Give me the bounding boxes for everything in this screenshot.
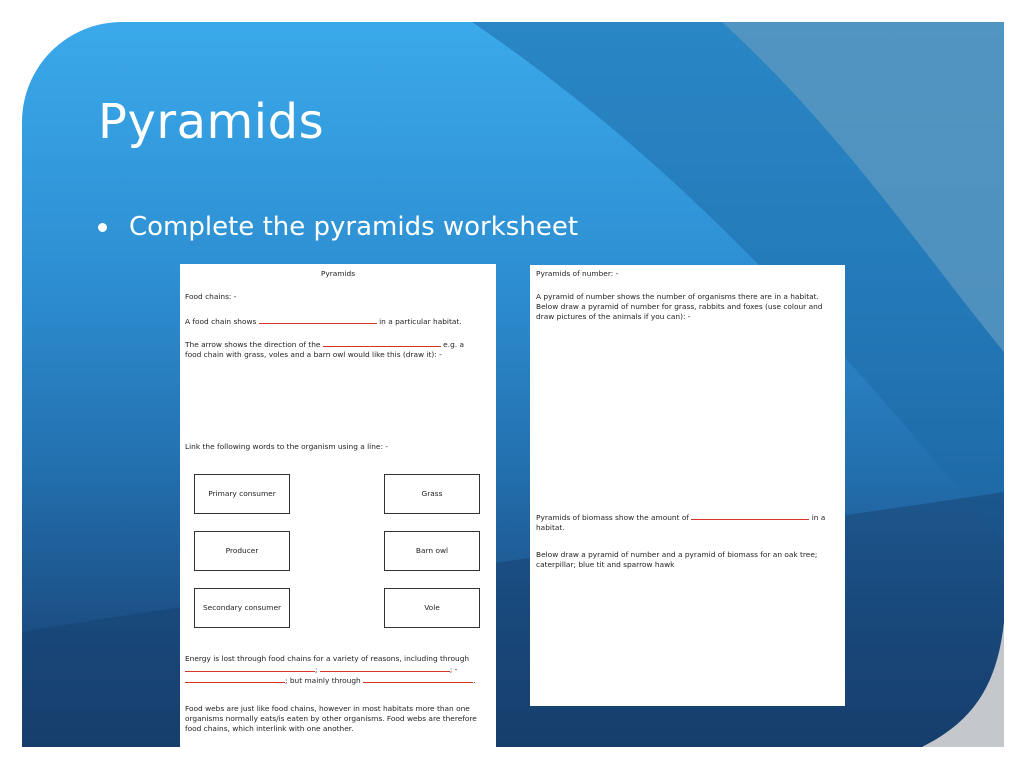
oak-tree-paragraph: Below draw a pyramid of number and a pyramid of biomass for an oak tree; caterpillar; blue tit and sparrow hawk: [536, 550, 818, 569]
line2-pre: The arrow shows the direction of the: [185, 340, 321, 349]
energy-mid: ; but mainly through: [285, 675, 361, 685]
energy-pre: Energy is lost through food chains for a variety of reasons, including through: [185, 654, 470, 663]
line2-cont: food chain with grass, voles and a barn owl would like this (draw it): -: [185, 349, 442, 359]
organism-box-grass[interactable]: Grass: [384, 474, 480, 514]
worksheet2-heading: Pyramids of number: -: [536, 269, 619, 278]
energy-sep2: ; -: [449, 664, 458, 674]
bullet-dot-icon: [98, 223, 107, 232]
answer-blank[interactable]: [185, 675, 285, 683]
link-instruction: Link the following words to the organism using a line: -: [185, 442, 388, 451]
slide: [22, 22, 1004, 747]
organism-box-vole[interactable]: Vole: [384, 588, 480, 628]
slide-title: Pyramids: [98, 94, 325, 150]
worksheet-page-1: [180, 264, 496, 747]
answer-blank[interactable]: [363, 675, 476, 685]
answer-blank[interactable]: [691, 512, 809, 520]
bullet-list: [98, 212, 578, 242]
line2-post: e.g. a: [443, 340, 464, 349]
answer-blank[interactable]: [185, 664, 315, 672]
biomass-post: in a: [811, 513, 826, 522]
organism-box-barn-owl[interactable]: Barn owl: [384, 531, 480, 571]
biomass-pre: Pyramids of biomass show the amount of: [536, 513, 689, 522]
answer-blank[interactable]: [259, 316, 377, 324]
line1-pre: A food chain shows: [185, 317, 257, 326]
biomass-paragraph: [536, 512, 839, 533]
biomass-cont: habitat.: [536, 522, 565, 532]
energy-end: .: [473, 675, 476, 685]
worksheet-page-2: [530, 265, 845, 706]
food-chain-line: [185, 316, 491, 327]
bullet-text: Complete the pyramids worksheet: [129, 212, 579, 242]
word-box-secondary-consumer[interactable]: Secondary consumer: [194, 588, 290, 628]
energy-sep1: ;: [315, 664, 318, 674]
answer-blank[interactable]: [320, 664, 450, 672]
pyramid-number-paragraph: A pyramid of number shows the number of organisms there are in a habitat. Below draw a pyramid of number for grass, rabbits and foxes (use colour and draw pictures of the animals if you can): -: [536, 292, 823, 321]
swoosh-lower-band: [22, 492, 1004, 747]
bullet-item: [98, 212, 578, 242]
food-webs-paragraph: Food webs are just like food chains, however in most habitats more than one organisms normally eats/is eaten by other organisms. Food webs are therefore food chains, which interlink with one another.: [185, 704, 477, 733]
word-box-producer[interactable]: Producer: [194, 531, 290, 571]
arrow-direction-line: [185, 339, 491, 360]
line1-post: in a particular habitat.: [379, 317, 462, 326]
word-box-primary-consumer[interactable]: Primary consumer: [194, 474, 290, 514]
energy-paragraph: [185, 654, 493, 686]
food-chains-label: Food chains: -: [185, 292, 237, 301]
worksheet-heading: Pyramids: [320, 269, 356, 278]
answer-blank[interactable]: [323, 339, 441, 347]
